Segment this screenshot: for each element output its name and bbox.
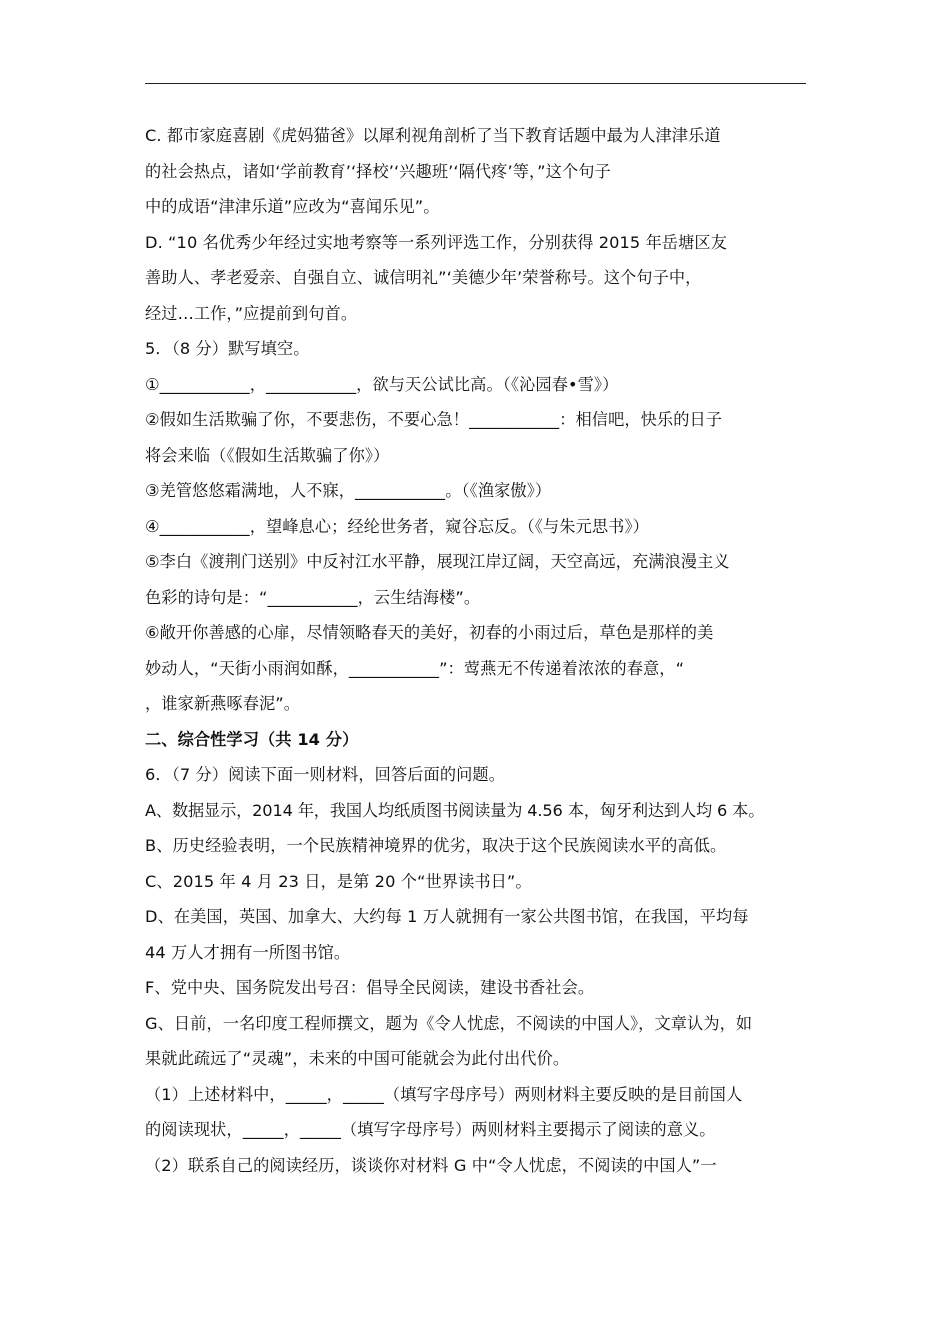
text-line: D. “10 名优秀少年经过实地考察等一系列评选工作，分别获得 2015 年岳塘区友 xyxy=(145,232,728,252)
section-heading: 二、综合性学习（共 14 分） xyxy=(145,729,359,749)
fill-blank-item: ②假如生活欺骗了你，不要悲伤，不要心急！___________：相信吧，快乐的日子 xyxy=(145,410,723,429)
sub-question: （1）上述材料中，_____，_____（填写字母序号）两则材料主要反映的是目前国人 xyxy=(145,1084,743,1104)
text-line: 色彩的诗句是：“___________，云生结海楼”。 xyxy=(145,587,481,607)
fill-blank-item: ④___________，望峰息心；经纶世务者，窥谷忘反。（《与朱元思书》） xyxy=(145,516,649,536)
fill-blank-item: ③羌管悠悠霜满地，人不寐，___________。（《渔家傲》） xyxy=(145,481,552,500)
text-line: 将会来临（《假如生活欺骗了你》） xyxy=(145,445,390,465)
text-line: 果就此疏远了“灵魂”，未来的中国可能就会为此付出代价。 xyxy=(145,1049,570,1068)
text-line: 的社会热点，诸如‘学前教育’‘择校’‘兴趣班’‘隔代疼’等，”这个句子 xyxy=(145,161,611,181)
material-item: B、历史经验表明，一个民族精神境界的优劣，取决于这个民族阅读水平的高低。 xyxy=(145,836,727,855)
text-line: 妙动人，“天街小雨润如酥，___________”：莺燕无不传递着浓浓的春意，“ xyxy=(145,658,685,678)
sub-question: （2）联系自己的阅读经历，谈谈你对材料 G 中“令人忧虑，不阅读的中国人”一 xyxy=(145,1155,717,1175)
question-heading: 5．（8 分）默写填空。 xyxy=(145,339,310,358)
material-item: A、数据显示，2014 年，我国人均纸质图书阅读量为 4.56 本，匈牙利达到人均 6 本。 xyxy=(145,800,765,820)
text-line: C. 都市家庭喜剧《虎妈猫爸》以犀利视角剖析了当下教育话题中最为人津津乐道 xyxy=(145,126,721,145)
text-line: 善助人、孝老爱亲、自强自立、诚信明礼”‘美德少年’荣誉称号。这个句子中， xyxy=(145,268,702,287)
fill-blank-item: ⑤李白《渡荆门送别》中反衬江水平静，展现江岸辽阔，天空高远，充满浪漫主义 xyxy=(145,552,730,571)
fill-blank-item: ⑥敞开你善感的心扉，尽情领略春天的美好，初春的小雨过后，草色是那样的美 xyxy=(145,623,714,642)
material-item: F、党中央、国务院发出号召：倡导全民阅读，建设书香社会。 xyxy=(145,978,595,997)
text-line: 44 万人才拥有一所图书馆。 xyxy=(145,942,351,962)
material-item: G、日前，一名印度工程师撰文，题为《令人忧虑，不阅读的中国人》，文章认为，如 xyxy=(145,1013,753,1033)
text-line: 中的成语“津津乐道”应改为“喜闻乐见”。 xyxy=(145,197,440,216)
document-body xyxy=(145,118,813,1183)
material-item: C、2015 年 4 月 23 日，是第 20 个“世界读书日”。 xyxy=(145,871,532,891)
fill-blank-item: ①___________，___________，欲与天公试比高。（《沁园春•雪》） xyxy=(145,374,619,394)
text-line: ，谁家新燕啄春泥”。 xyxy=(145,694,301,713)
text-line: 经过…工作，”应提前到句首。 xyxy=(145,303,358,323)
material-item: D、在美国，英国、加拿大、大约每 1 万人就拥有一家公共图书馆，在我国，平均每 xyxy=(145,907,749,926)
header-rule xyxy=(145,83,806,84)
question-heading: 6．（7 分）阅读下面一则材料，回答后面的问题。 xyxy=(145,765,505,784)
text-line: 的阅读现状，_____，_____（填写字母序号）两则材料主要揭示了阅读的意义。 xyxy=(145,1120,716,1139)
